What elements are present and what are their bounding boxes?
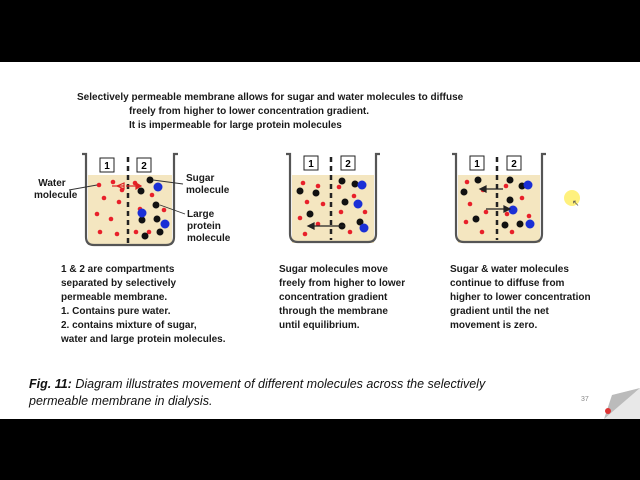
figure-number: Fig. 11: [29,377,72,391]
sugar-molecule-label: Sugar molecule [186,173,230,196]
slide [0,62,640,419]
beaker-1-caption: 1 & 2 are compartments separated by selectively permeable membrane. 1. Contains pure water. 2. contains mixture of sugar, water and large protein molecules. [61,264,226,345]
protein-molecule-label: Large protein molecule [187,209,231,244]
page-number: 37 [581,396,589,403]
compartment-2-label: 2 [511,159,517,170]
compartment-2-label: 2 [141,161,147,172]
beaker-2-caption: Sugar molecules move freely from higher to lower concentration gradient through the membrane until equilibrium. [279,264,406,331]
compartment-2-label: 2 [345,159,351,170]
mouse-cursor-icon: ↖ [572,198,580,208]
intro-line-3: It is impermeable for large protein molecules [129,120,342,131]
figure-caption-line-2: permeable membrane in dialysis. [29,394,213,408]
compartment-1-label: 1 [474,159,480,170]
intro-line-2: freely from higher to lower concentration gradient. [129,106,370,117]
figure-caption-text: Diagram illustrates movement of different molecules across the selectively [71,377,486,391]
compartment-1-label: 1 [104,161,110,172]
beaker-3-caption: Sugar & water molecules continue to diffuse from higher to lower concentration gradient until the net movement is zero. [450,264,591,331]
compartment-1-label: 1 [308,159,314,170]
page-curl-icon [0,62,640,419]
intro-line-1: Selectively permeable membrane allows for sugar and water molecules to diffuse [77,92,464,103]
water-molecule-label: Water molecule [34,178,78,201]
